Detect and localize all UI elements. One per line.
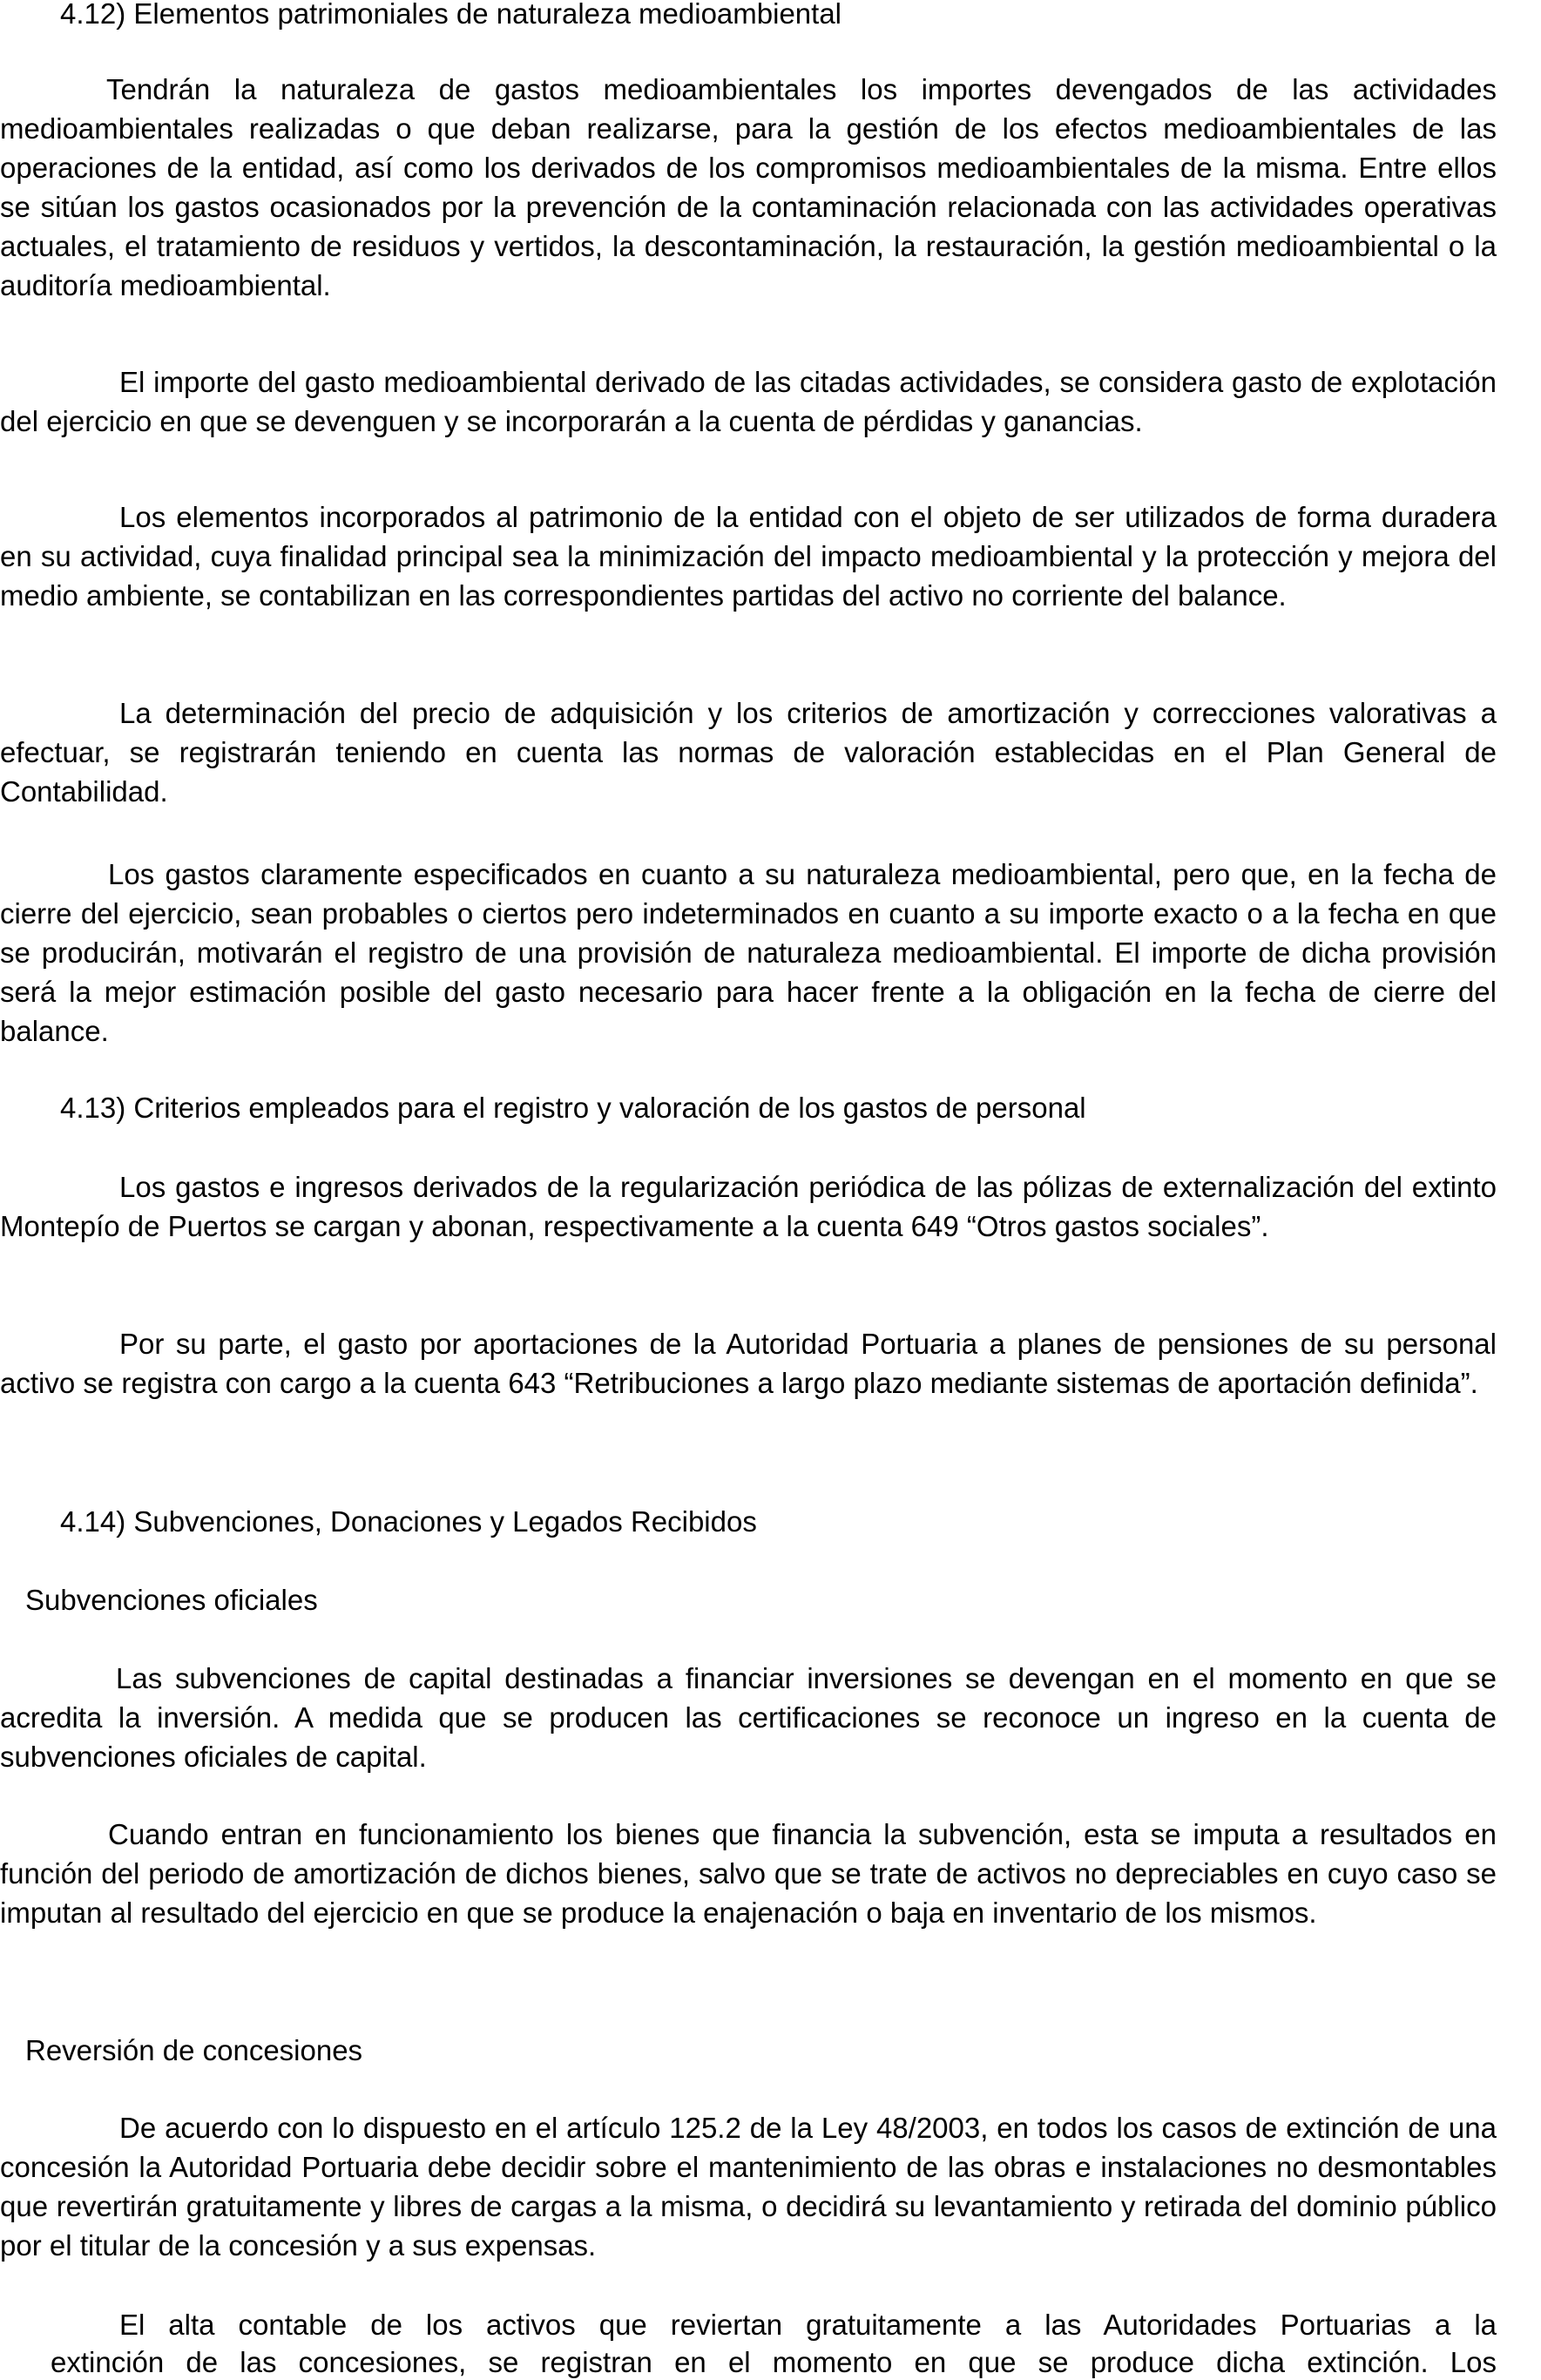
section-heading-4-12: 4.12) Elementos patrimoniales de naturaleza medioambiental	[60, 0, 842, 30]
paragraph-pension-contributions: Por su parte, el gasto por aportaciones de la Autoridad Portuaria a planes de pensiones de su personal activo se registra con cargo a la cuenta 643 “Retribuciones a largo plazo mediante sistemas de aportación definida”.	[0, 1328, 1497, 1399]
section-heading-4-13: 4.13) Criterios empleados para el registro y valoración de los gastos de personal	[60, 1092, 1086, 1124]
subheading-official-grants: Subvenciones oficiales	[25, 1584, 318, 1616]
subheading-concession-reversion: Reversión de concesiones	[25, 2034, 363, 2066]
paragraph-environmental-provision: Los gastos claramente especificados en cuanto a su naturaleza medioambiental, pero que, en la fecha de cierre del ejercicio, sean probables o ciertos pero indeterminados en cuanto a su importe exacto o a la fecha en que se producirán, motivarán el registro de una provisión de naturaleza medioambiental. El importe de dicha provisión será la mejor estimación posible del gasto necesario para hacer frente a la obligación en la fecha de cierre del balance.	[0, 858, 1497, 1047]
paragraph-asset-elements: Los elementos incorporados al patrimonio de la entidad con el objeto de ser utilizados de forma duradera en su actividad, cuya finalidad principal sea la minimización del impacto medioambiental y la protección y mejora del medio ambiente, se contabilizan en las correspondientes partidas del activo no corriente del balance.	[0, 501, 1497, 612]
paragraph-concession-extinction: De acuerdo con lo dispuesto en el artículo 125.2 de la Ley 48/2003, en todos los casos de extinción de una concesión la Autoridad Portuaria debe decidir sobre el mantenimiento de las obras e instalaciones no desmontables que revertirán gratuitamente y libres de cargas a la misma, o decidirá su levantamiento y retirada del dominio público por el titular de la concesión y a sus expensas.	[0, 2112, 1497, 2262]
paragraph-capital-grants: Las subvenciones de capital destinadas a financiar inversiones se devengan en el momento en que se acredita la inversión. A medida que se producen las certificaciones se reconoce un ingreso en la cuenta de subvenciones oficiales de capital.	[0, 1662, 1497, 1773]
paragraph-asset-registration-line-2: extinción de las concesiones, se registran en el momento en que se produce dicha extinción. Los	[51, 2346, 1497, 2378]
paragraph-grant-imputation: Cuando entran en funcionamiento los bienes que financia la subvención, esta se imputa a resultados en función del periodo de amortización de dichos bienes, salvo que se trate de activos no depreciables en cuyo caso se imputan al resultado del ejercicio en que se produce la enajenación o baja en inventario de los mismos.	[0, 1818, 1497, 1929]
paragraph-expense-recognition: El importe del gasto medioambiental derivado de las citadas actividades, se considera gasto de explotación del ejercicio en que se devenguen y se incorporarán a la cuenta de pérdidas y ganancias.	[0, 366, 1497, 437]
section-heading-4-14: 4.14) Subvenciones, Donaciones y Legados Recibidos	[60, 1505, 757, 1538]
paragraph-acquisition-price: La determinación del precio de adquisición y los criterios de amortización y correcciones valorativas a efectuar, se registrarán teniendo en cuenta las normas de valoración establecidas en el Plan General de Contabilidad.	[0, 697, 1497, 808]
paragraph-environmental-expenses: Tendrán la naturaleza de gastos medioambientales los importes devengados de las actividades medioambientales realizadas o que deban realizarse, para la gestión de los efectos medioambientales de las operaciones de la entidad, así como los derivados de los compromisos medioambientales de la misma. Entre ellos se sitúan los gastos ocasionados por la prevención de la contaminación relacionada con las actividades operativas actuales, el tratamiento de residuos y vertidos, la descontaminación, la restauración, la gestión medioambiental o la auditoría medioambiental.	[0, 73, 1497, 301]
paragraph-asset-registration-line-1: El alta contable de los activos que reviertan gratuitamente a las Autoridades Portuarias a la	[119, 2309, 1497, 2341]
paragraph-personnel-expenses: Los gastos e ingresos derivados de la regularización periódica de las pólizas de externalización del extinto Montepío de Puertos se cargan y abonan, respectivamente a la cuenta 649 “Otros gastos sociales”.	[0, 1171, 1497, 1242]
